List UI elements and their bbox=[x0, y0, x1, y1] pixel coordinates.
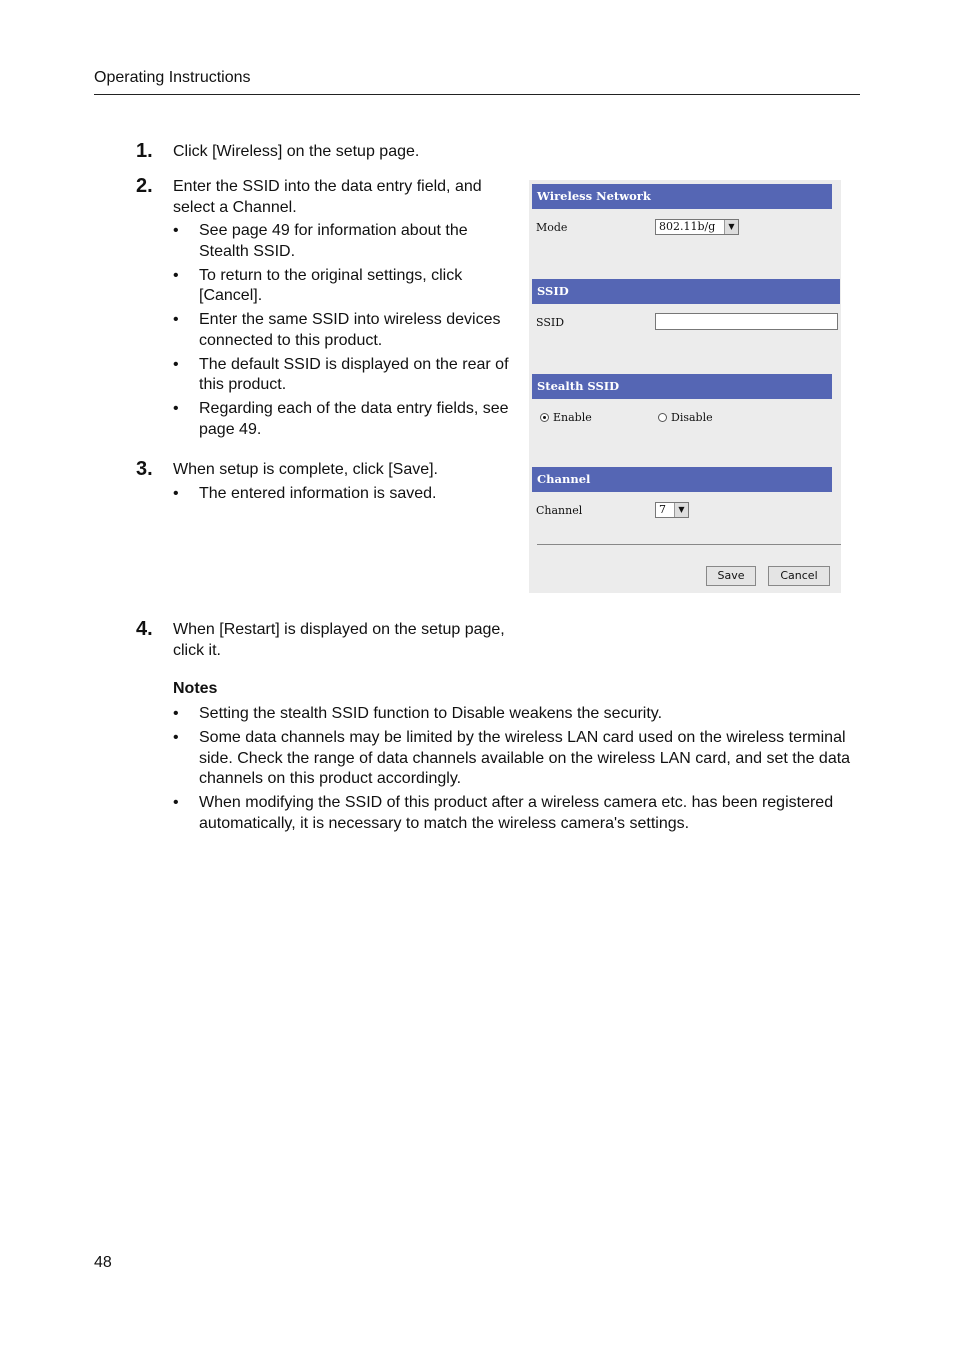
ssid-heading: SSID bbox=[532, 279, 840, 304]
chevron-down-icon[interactable]: ▼ bbox=[724, 220, 738, 234]
step-3-bullets bbox=[173, 484, 518, 508]
list-item: • The default SSID is displayed on the rear of this product. bbox=[173, 355, 518, 396]
step-2-bullets bbox=[173, 221, 518, 444]
ssid-label: SSID bbox=[536, 316, 565, 329]
save-button[interactable]: Save bbox=[706, 566, 756, 586]
channel-heading: Channel bbox=[532, 467, 832, 492]
wireless-network-heading: Wireless Network bbox=[532, 184, 832, 209]
cancel-button[interactable]: Cancel bbox=[768, 566, 830, 586]
notes-title: Notes bbox=[173, 680, 218, 697]
ssid-input[interactable] bbox=[655, 313, 838, 330]
list-item: • Regarding each of the data entry fields, see page 49. bbox=[173, 399, 518, 440]
step-4-number: 4. bbox=[136, 618, 153, 640]
list-item: • The entered information is saved. bbox=[173, 484, 518, 505]
list-item: • When modifying the SSID of this product after a wireless camera etc. has been registered automatically, it is necessary to match the wireless camera's settings. bbox=[173, 793, 863, 834]
page-header bbox=[94, 68, 860, 95]
chevron-down-icon[interactable]: ▼ bbox=[674, 503, 688, 517]
channel-select[interactable] bbox=[655, 502, 689, 518]
channel-value: 7 bbox=[659, 503, 666, 516]
step-4-text: When [Restart] is displayed on the setup page, click it. bbox=[173, 621, 505, 659]
mode-select[interactable] bbox=[655, 219, 739, 235]
step-3-text: When setup is complete, click [Save]. bbox=[173, 461, 438, 478]
list-item: • See page 49 for information about the Stealth SSID. bbox=[173, 221, 518, 262]
notes-list bbox=[173, 704, 863, 838]
list-item: • Some data channels may be limited by the wireless LAN card used on the wireless terminal side. Check the range of data channels available on the wireless LAN card, and set the data channels on this product accordingly. bbox=[173, 728, 863, 790]
step-2-text: Enter the SSID into the data entry field, and select a Channel. bbox=[173, 178, 482, 216]
wireless-settings-screenshot bbox=[529, 180, 841, 593]
divider bbox=[537, 544, 841, 545]
channel-label: Channel bbox=[536, 504, 583, 517]
mode-value: 802.11b/g bbox=[659, 220, 716, 233]
page-number: 48 bbox=[94, 1254, 112, 1271]
mode-label: Mode bbox=[536, 221, 568, 234]
stealth-ssid-heading: Stealth SSID bbox=[532, 374, 832, 399]
header-title: Operating Instructions bbox=[94, 69, 251, 86]
list-item: • Setting the stealth SSID function to Disable weakens the security. bbox=[173, 704, 863, 725]
step-3-number: 3. bbox=[136, 458, 153, 480]
stealth-disable-radio[interactable] bbox=[658, 411, 713, 424]
radio-selected-icon[interactable] bbox=[540, 413, 549, 422]
radio-unselected-icon[interactable] bbox=[658, 413, 667, 422]
step-2-number: 2. bbox=[136, 175, 153, 197]
step-1-number: 1. bbox=[136, 140, 153, 162]
enable-label: Enable bbox=[553, 411, 592, 424]
list-item: • Enter the same SSID into wireless devices connected to this product. bbox=[173, 310, 518, 351]
list-item: • To return to the original settings, click [Cancel]. bbox=[173, 266, 518, 307]
step-1-text: Click [Wireless] on the setup page. bbox=[173, 143, 420, 160]
stealth-enable-radio[interactable] bbox=[540, 411, 592, 424]
disable-label: Disable bbox=[671, 411, 713, 424]
